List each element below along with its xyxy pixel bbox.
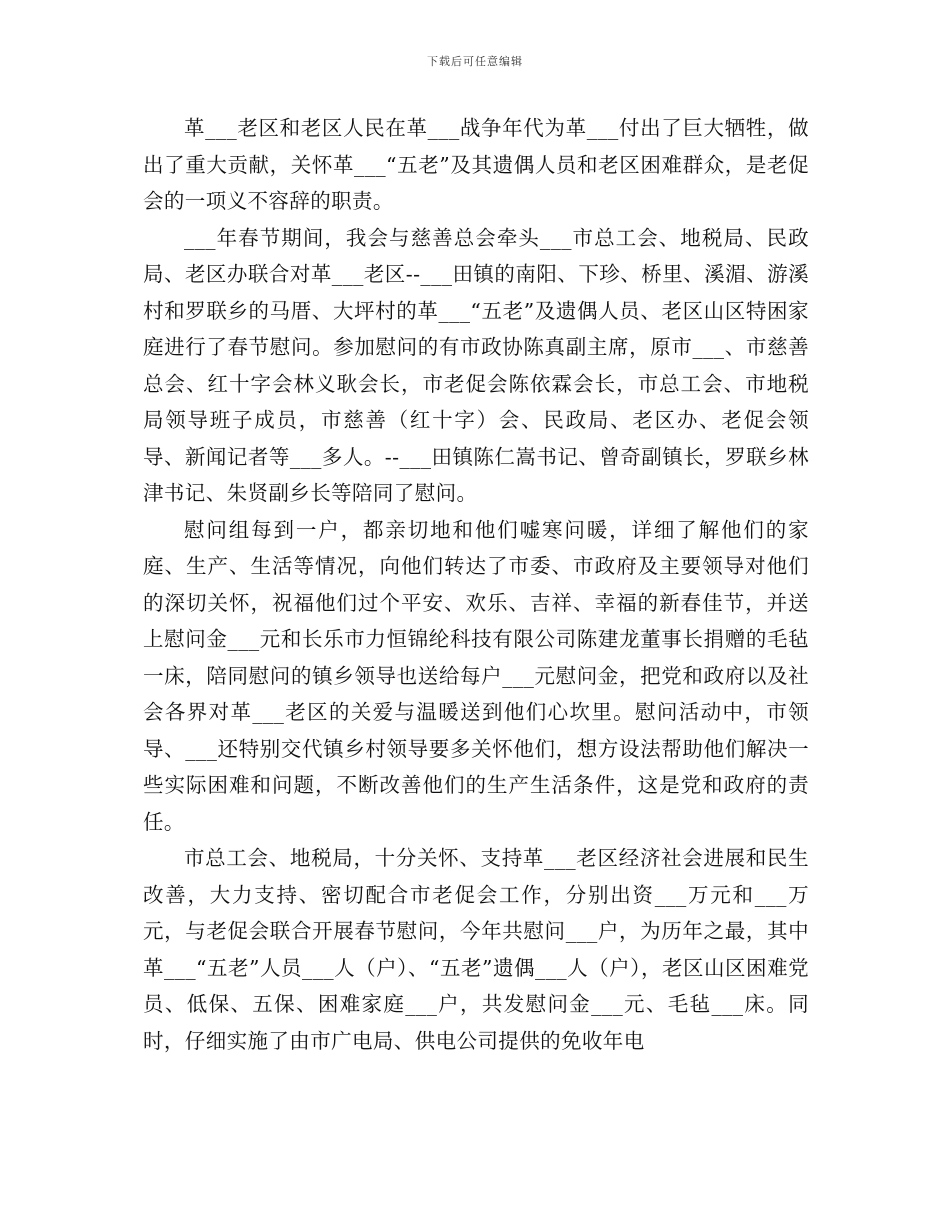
paragraph-1: 革___老区和老区人民在革___战争年代为革___付出了巨大牺牲，做出了重大贡献，关怀革___“五老”及其遗偶人员和老区困难群众，是老促会的一项义不容辞的职责。 bbox=[143, 116, 809, 213]
document-body bbox=[143, 110, 809, 1059]
paragraph-2: ___年春节期间，我会与慈善总会牵头___市总工会、地税局、民政局、老区办联合对革___老区--___田镇的南阳、下珍、桥里、溪湄、游溪村和罗联乡的马厝、大坪村的革___“五老”及遗偶人员、老区山区特困家庭进行了春节慰问。参加慰问的有市政协陈真副主席，原市___、市慈善总会、红十字会林义耿会长，市老促会陈依霖会长，市总工会、市地税局领导班子成员，市慈善（红十字）会、民政局、老区办、老促会领导、新闻记者等___多人。--___田镇陈仁嵩书记、曾奇副镇长，罗联乡林津书记、朱贤副乡长等陪同了慰问。 bbox=[143, 225, 809, 505]
page-header: 下载后可任意编辑 bbox=[427, 55, 523, 68]
paragraph-4: 市总工会、地税局，十分关怀、支持革___老区经济社会进展和民生改善，大力支持、密切配合市老促会工作，分别出资___万元和___万元，与老促会联合开展春节慰问，今年共慰问___户，为历年之最，其中革___“五老”人员___人（户）、“五老”遗偶___人（户），老区山区困难党员、低保、五保、困难家庭___户，共发慰问金___元、毛毡___床。同时，仔细实施了由市广电局、供电公司提供的免收年电 bbox=[143, 846, 809, 1053]
paragraph-3: 慰问组每到一户，都亲切地和他们嘘寒问暖，详细了解他们的家庭、生产、生活等情况，向他们转达了市委、市政府及主要领导对他们的深切关怀，祝福他们过个平安、欢乐、吉祥、幸福的新春佳节，并送上慰问金___元和长乐市力恒锦纶科技有限公司陈建龙董事长捐赠的毛毡一床，陪同慰问的镇乡领导也送给每户___元慰问金，把党和政府以及社会各界对革___老区的关爱与温暖送到他们心坎里。慰问活动中，市领导、___还特别交代镇乡村领导要多关怀他们，想方设法帮助他们解决一些实际困难和问题，不断改善他们的生产生活条件，这是党和政府的责任。 bbox=[143, 517, 809, 834]
